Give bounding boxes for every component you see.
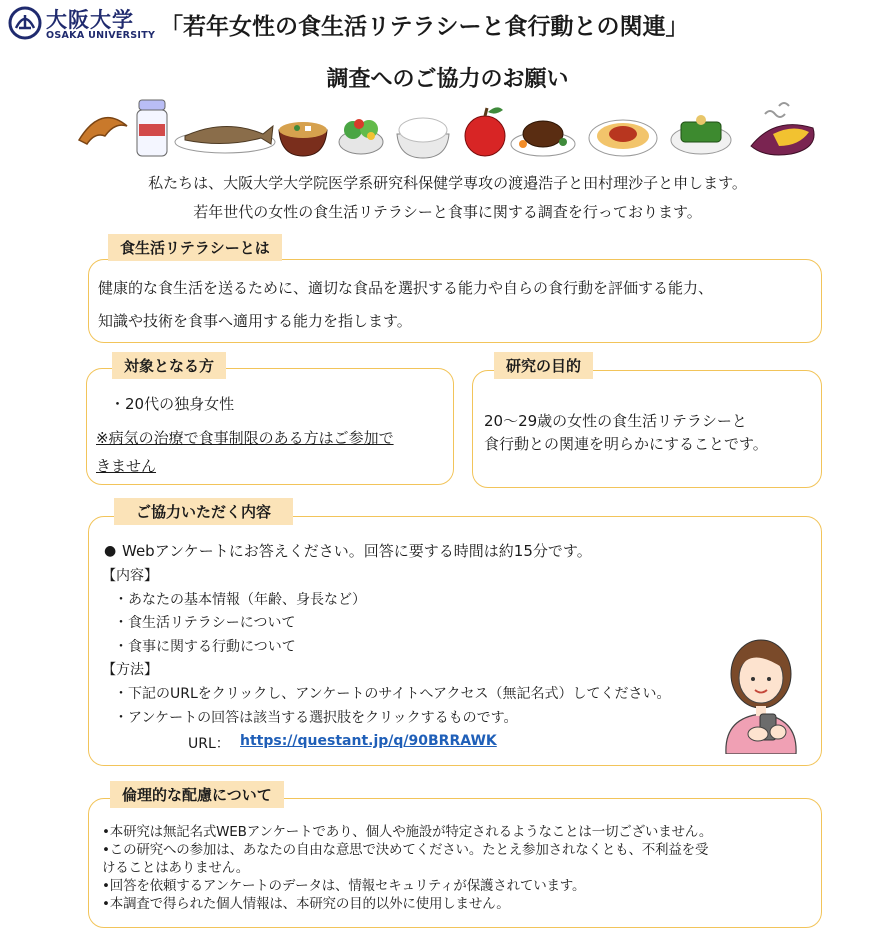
miso-soup-icon [279,122,327,156]
bullet-dot: ● [104,543,117,559]
literacy-text-1: 健康的な食生活を送るために、適切な食品を選択する能力や自らの食行動を評価する能力、 [98,279,714,297]
url-label: URL： [188,736,230,752]
literacy-text-2: 知識や技術を食事へ適用する能力を指します。 [98,312,412,330]
woman-smartphone-illustration [720,632,802,754]
sweet-potato-icon [751,103,814,155]
content-item: ・食事に関する行動について [114,639,296,655]
purpose-text-1: 20～29歳の女性の食生活リテラシーと [484,412,747,430]
page-subtitle: 調査へのご協力のお願い [326,67,569,92]
ethics-line: •この研究への参加は、あなたの自由な意思で決めてください。たとえ参加されなくとも、不利益を受 [102,842,709,858]
ethics-line: けることはありません。 [102,860,250,876]
croissant-icon [79,118,127,144]
spaghetti-icon [589,120,657,156]
intro-line-1: 私たちは、大阪大学大学院医学系研究科保健学専攻の渡邉浩子と田村理沙子と申します。 [148,174,747,192]
purpose-tag: 研究の目的 [494,352,593,379]
rice-bowl-icon [397,118,449,158]
apple-icon [465,107,505,156]
logo-english: OSAKA UNIVERSITY [46,30,156,41]
osaka-university-logo [8,4,156,44]
target-item: ・20代の独身女性 [110,395,235,413]
target-tag: 対象となる方 [112,352,226,379]
method-item: ・下記のURLをクリックし、アンケートのサイトへアクセス（無記名式）してください。 [114,686,671,702]
ethics-tag: 倫理的な配慮について [110,781,284,808]
cooperation-main: Webアンケートにお答えください。回答に要する時間は約15分です。 [122,542,592,560]
survey-url-link[interactable]: https://questant.jp/q/90BRRAWK [240,733,497,749]
spinach-dish-icon [671,115,731,154]
cooperation-tag: ご協力いただく内容 [114,498,293,525]
grilled-fish-icon [175,126,275,153]
intro-line-2: 若年世代の女性の食生活リテラシーと食事に関する調査を行っております。 [193,203,702,221]
target-note-2: きません [96,457,157,475]
hamburg-steak-icon [511,121,575,156]
method-item: ・アンケートの回答は該当する選択肢をクリックするものです。 [114,710,518,726]
milk-icon [137,100,167,156]
content-heading: 【内容】 [102,568,158,584]
food-illustration-row [75,96,835,162]
literacy-tag: 食生活リテラシーとは [108,234,282,261]
salad-icon [339,119,383,154]
content-item: ・食生活リテラシーについて [114,615,296,631]
logo-kanji: 大阪大学 [46,8,134,32]
method-heading: 【方法】 [102,662,158,678]
page-title: 「若年女性の食生活リテラシーと食行動との関連」 [160,14,689,40]
purpose-text-2: 食行動との関連を明らかにすることです。 [484,435,768,453]
ethics-line: •回答を依頼するアンケートのデータは、情報セキュリティが保護されています。 [102,878,586,894]
university-emblem-icon [8,6,42,40]
content-item: ・あなたの基本情報（年齢、身長など） [114,592,366,608]
ethics-line: •本調査で得られた個人情報は、本研究の目的以外に使用しません。 [102,896,510,912]
target-note-1: ※病気の治療で食事制限のある方はご参加で [96,429,394,447]
ethics-line: •本研究は無記名式WEBアンケートであり、個人や施設が特定されるようなことは一切ございません。 [102,824,713,840]
